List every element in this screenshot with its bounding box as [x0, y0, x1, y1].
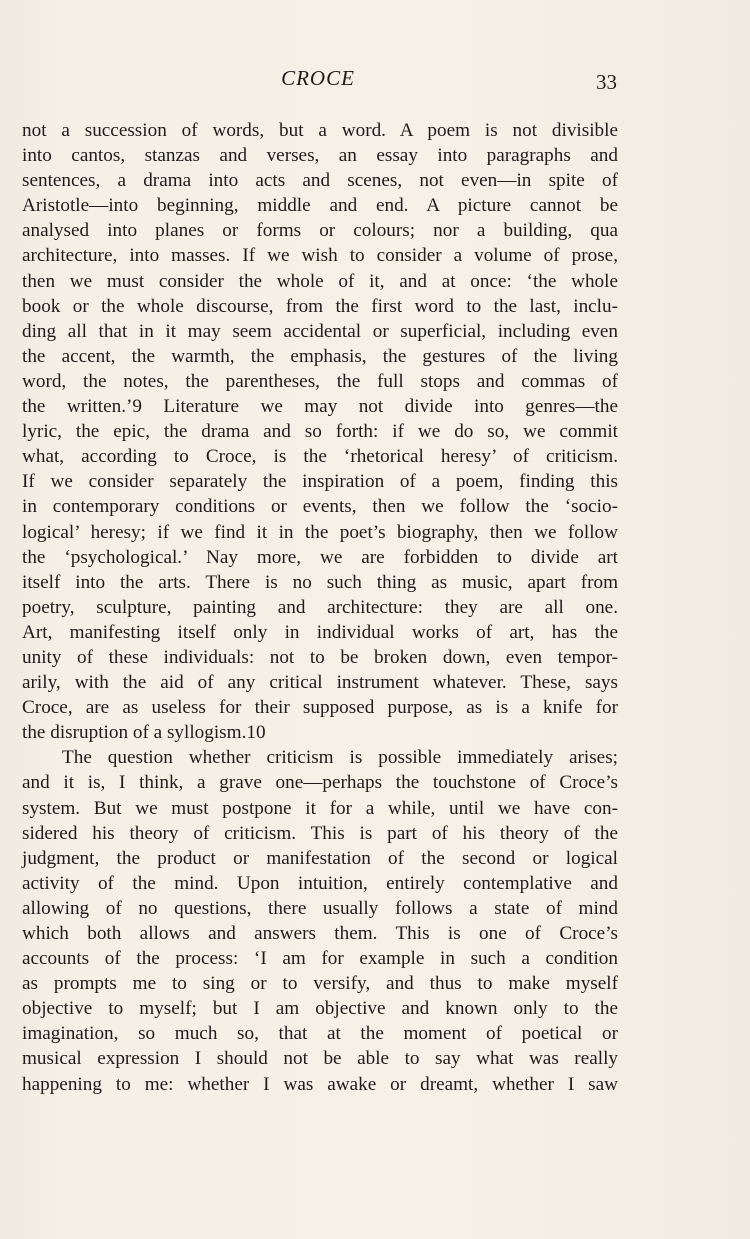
text-line: poetry, sculpture, painting and architecture: they are all one.: [22, 596, 618, 618]
text-line: logical’ heresy; if we find it in the poet’s biography, then we follow: [22, 521, 618, 543]
text-line: If we consider separately the inspiration of a poem, finding this: [22, 471, 618, 493]
text-line: into cantos, stanzas and verses, an essay into paragraphs and: [22, 145, 618, 167]
page-number: 33: [596, 70, 617, 94]
text-line: sentences, a drama into acts and scenes, not even—in spite of: [22, 170, 618, 192]
body-text: [22, 118, 618, 1097]
text-line: as prompts me to sing or to versify, and thus to make myself: [22, 973, 618, 995]
text-line: judgment, the product or manifestation of the second or logical: [22, 847, 618, 869]
paragraph-start-line: The question whether criticism is possible immediately arises;: [62, 747, 618, 769]
text-line: Art, manifesting itself only in individual works of art, has the: [22, 621, 618, 643]
text-line: the ‘psychological.’ Nay more, we are forbidden to divide art: [22, 546, 618, 568]
text-line: not a succession of words, but a word. A poem is not divisible: [22, 120, 618, 141]
running-title: CROCE: [281, 66, 355, 90]
text-line: arily, with the aid of any critical instrument whatever. These, says: [22, 672, 618, 694]
text-line: allowing of no questions, there usually follows a state of mind: [22, 897, 618, 919]
text-line: happening to me: whether I was awake or dreamt, whether I saw: [22, 1073, 618, 1095]
text-line: activity of the mind. Upon intuition, entirely contemplative and: [22, 872, 618, 894]
text-line: in contemporary conditions or events, then we follow the ‘socio-: [22, 496, 618, 518]
text-line: objective to myself; but I am objective and known only to the: [22, 998, 618, 1020]
text-line: then we must consider the whole of it, and at once: ‘the whole: [22, 270, 618, 292]
text-line: what, according to Croce, is the ‘rhetorical heresy’ of criticism.: [22, 446, 618, 468]
text-line: architecture, into masses. If we wish to consider a volume of prose,: [22, 245, 618, 267]
text-line: musical expression I should not be able to say what was really: [22, 1048, 618, 1070]
text-line: book or the whole discourse, from the first word to the last, inclu-: [22, 295, 618, 317]
text-line: unity of these individuals: not to be broken down, even tempor-: [22, 646, 618, 668]
text-line: Croce, are as useless for their supposed purpose, as is a knife for: [22, 697, 618, 719]
text-line: and it is, I think, a grave one—perhaps the touchstone of Croce’s: [22, 772, 618, 794]
text-line: which both allows and answers them. This is one of Croce’s: [22, 923, 618, 944]
running-head: [0, 66, 750, 100]
text-line: imagination, so much so, that at the moment of poetical or: [22, 1023, 618, 1045]
text-line: system. But we must postpone it for a while, until we have con-: [22, 797, 618, 819]
text-line: the accent, the warmth, the emphasis, the gestures of the living: [22, 345, 618, 367]
text-line: Aristotle—into beginning, middle and end. A picture cannot be: [22, 195, 618, 217]
paragraph-end-line: the disruption of a syllogism.10: [22, 722, 266, 744]
text-line: accounts of the process: ‘I am for example in such a condition: [22, 948, 618, 970]
text-line: analysed into planes or forms or colours; nor a building, qua: [22, 220, 618, 242]
text-line: itself into the arts. There is no such thing as music, apart from: [22, 571, 618, 593]
text-line: lyric, the epic, the drama and so forth: if we do so, we commit: [22, 421, 618, 443]
text-line: sidered his theory of criticism. This is part of his theory of the: [22, 822, 618, 844]
text-line: word, the notes, the parentheses, the full stops and commas of: [22, 370, 618, 392]
text-line: the written.’9 Literature we may not divide into genres—the: [22, 396, 618, 418]
text-line: ding all that in it may seem accidental or superficial, including even: [22, 320, 618, 342]
